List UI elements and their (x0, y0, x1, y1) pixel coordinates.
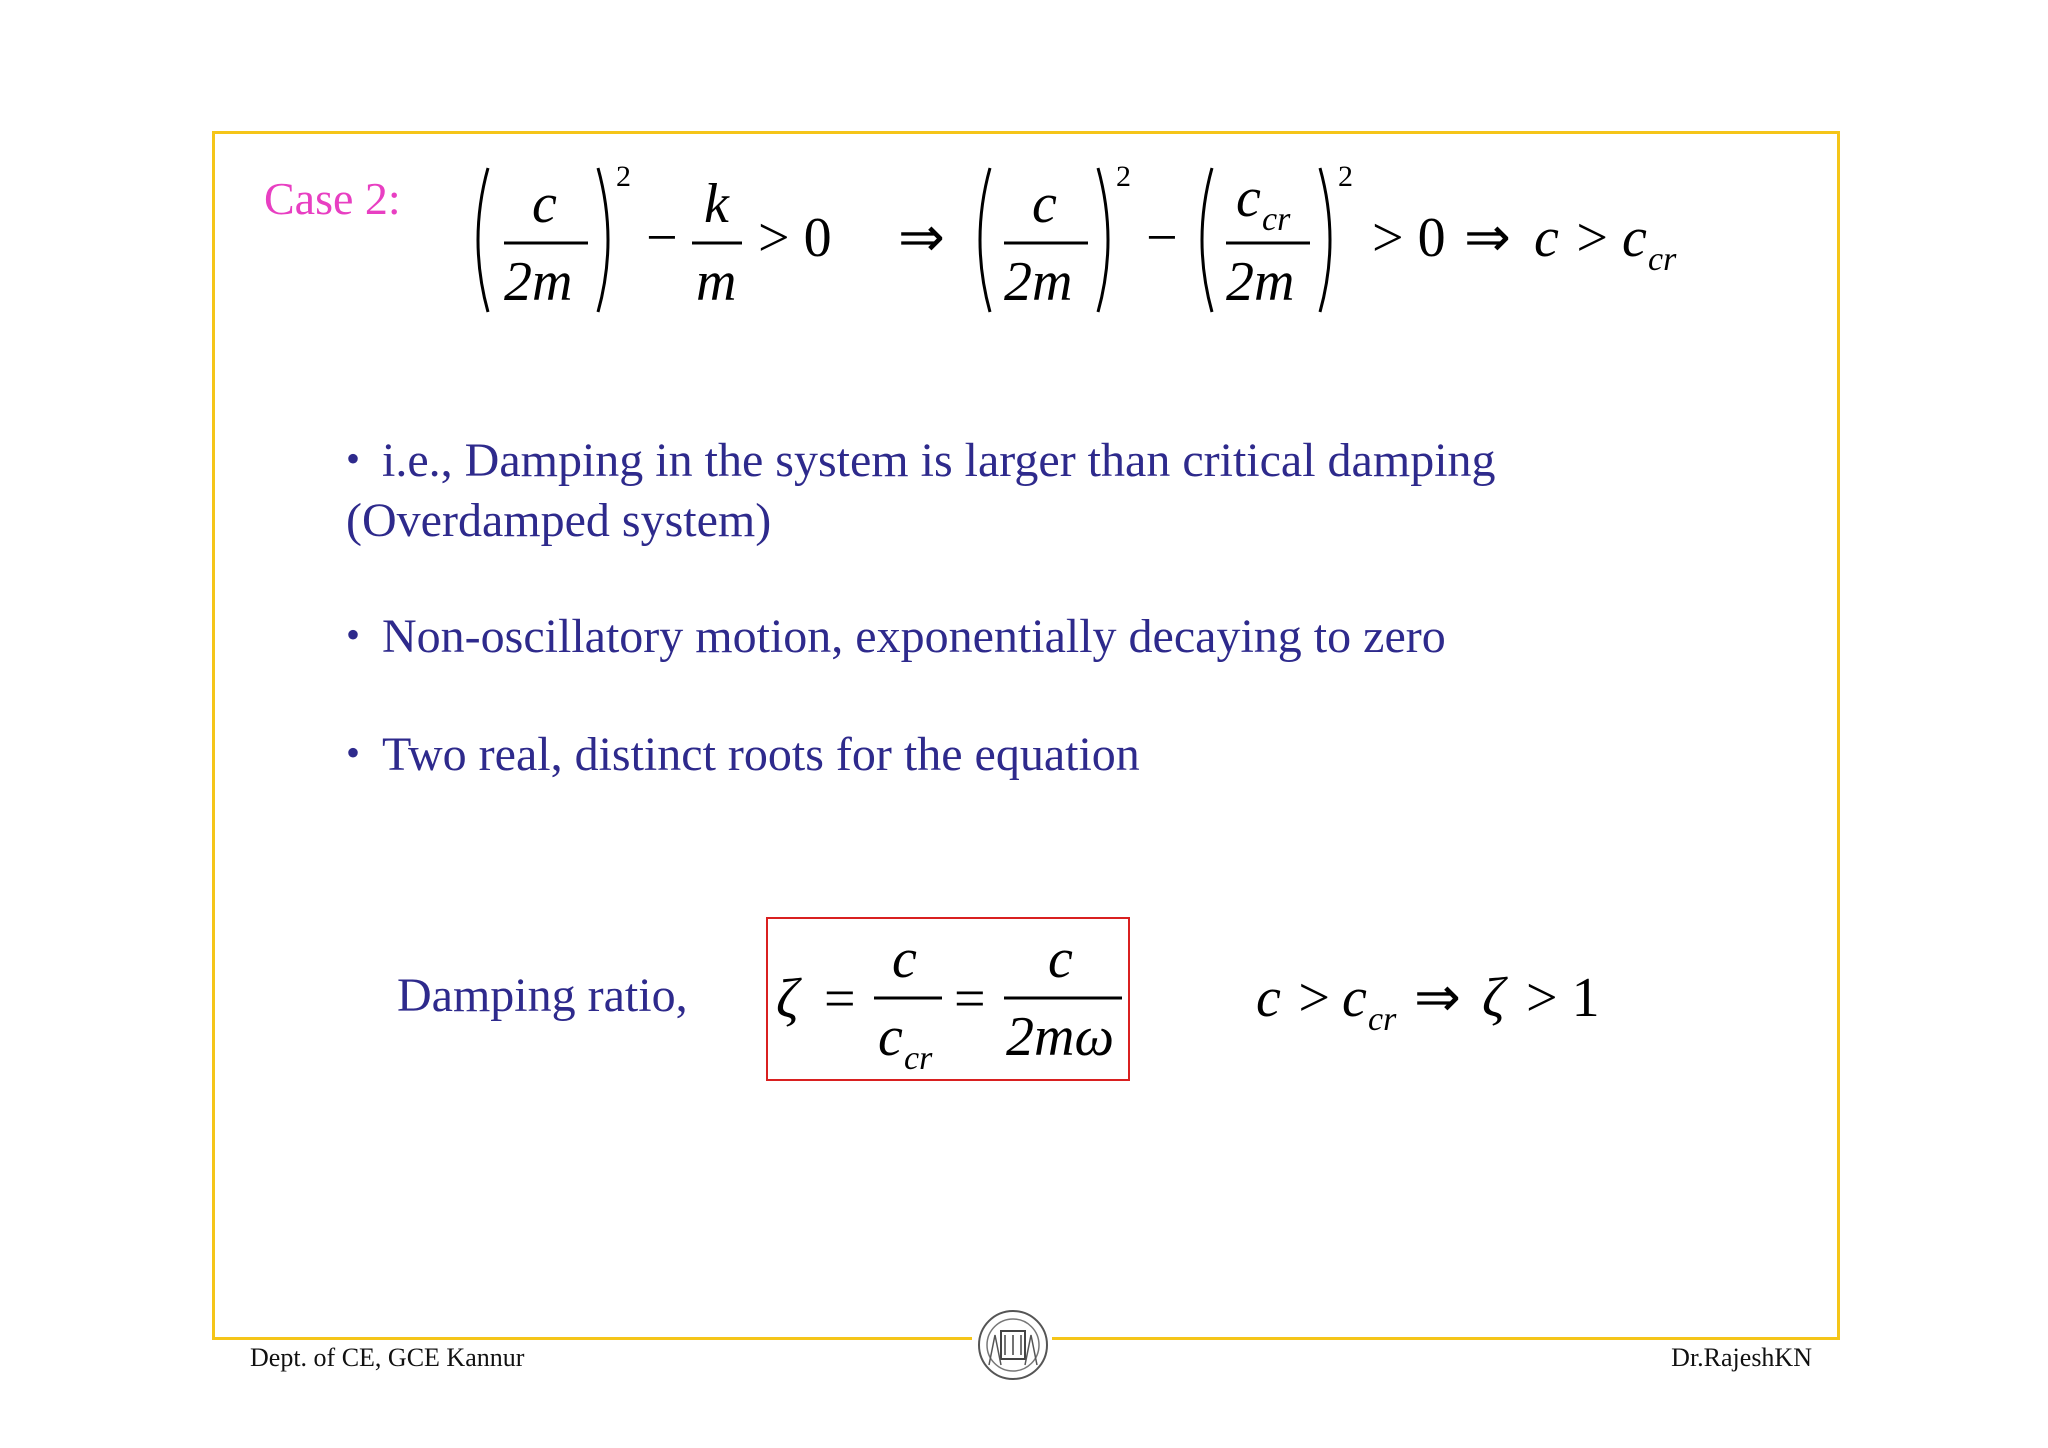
footer-rule-left (212, 1337, 972, 1340)
zeta-symbol: ζ (776, 968, 799, 1030)
zeta-ccr-base: c (878, 1006, 903, 1068)
zeta-c-numerator: c (892, 928, 917, 990)
eq1-minus: − (646, 207, 678, 269)
bullet-3-text: Two real, distinct roots for the equation (382, 728, 1140, 781)
impl-lhs: c > (1256, 967, 1333, 1029)
overdamped-zeta-implication (1256, 960, 1616, 1040)
bullet-non-oscillatory (346, 608, 1446, 668)
college-seal-icon (975, 1305, 1051, 1385)
eq1-gt-zero: > 0 (758, 207, 832, 269)
zeta-denominator-2m-omega: 2mω (1006, 1006, 1114, 1068)
eq1-2m-2: 2m (1004, 251, 1073, 313)
bullet-2-text: Non-oscillatory motion, exponentially decaying to zero (382, 610, 1446, 663)
eq1-k: k (704, 173, 729, 235)
footer-department: Dept. of CE, GCE Kannur (250, 1343, 525, 1372)
eq1-2m: 2m (504, 251, 573, 313)
impl-ccr-base: c (1342, 967, 1367, 1029)
eq1-ccr-end-sub: cr (1648, 241, 1677, 278)
footer-author: Dr.RajeshKN (1671, 1343, 1812, 1372)
eq1-2m-3: 2m (1226, 251, 1295, 313)
eq1-m: m (696, 251, 737, 313)
zeta-ccr-sub: cr (904, 1040, 933, 1077)
eq1-implies-2: ⇒ (1464, 207, 1511, 269)
eq1-ccr-end-base: c (1622, 207, 1647, 269)
eq1-square-2: 2 (1116, 160, 1131, 193)
impl-zeta: ζ (1482, 967, 1505, 1029)
bullet-overdamped (346, 432, 1496, 550)
eq1-gt-zero-2: > 0 (1372, 207, 1446, 269)
eq1-implies: ⇒ (898, 207, 945, 269)
eq1-square-3: 2 (1338, 160, 1353, 193)
case-label: Case 2: (264, 173, 401, 224)
bullet-1-line-1: i.e., Damping in the system is larger than critical damping (382, 434, 1496, 487)
eq1-ccr-sub: cr (1262, 201, 1291, 238)
damping-ratio-label: Damping ratio, (397, 969, 688, 1022)
eq1-c: c (532, 173, 557, 235)
bullet-dot-icon: • (346, 436, 361, 481)
zeta-c-numerator-2: c (1048, 928, 1073, 990)
impl-implies: ⇒ (1414, 967, 1461, 1029)
bullet-1-line-2: (Overdamped system) (346, 494, 772, 547)
bullet-dot-icon: • (346, 730, 361, 775)
overdamped-condition-equation (460, 150, 1710, 330)
damping-ratio-formula (766, 917, 1130, 1081)
eq1-c-gt: c > (1534, 207, 1611, 269)
eq1-square: 2 (616, 160, 631, 193)
impl-rhs: > 1 (1526, 967, 1600, 1029)
eq1-c2: c (1032, 173, 1057, 235)
eq1-minus-2: − (1146, 207, 1178, 269)
impl-ccr-sub: cr (1368, 1001, 1397, 1038)
footer-rule-right (1052, 1337, 1840, 1340)
zeta-equals-2: = (954, 968, 986, 1030)
eq1-ccr-base: c (1236, 167, 1261, 229)
bullet-two-roots (346, 726, 1140, 786)
bullet-dot-icon: • (346, 612, 361, 657)
zeta-equals: = (824, 968, 856, 1030)
